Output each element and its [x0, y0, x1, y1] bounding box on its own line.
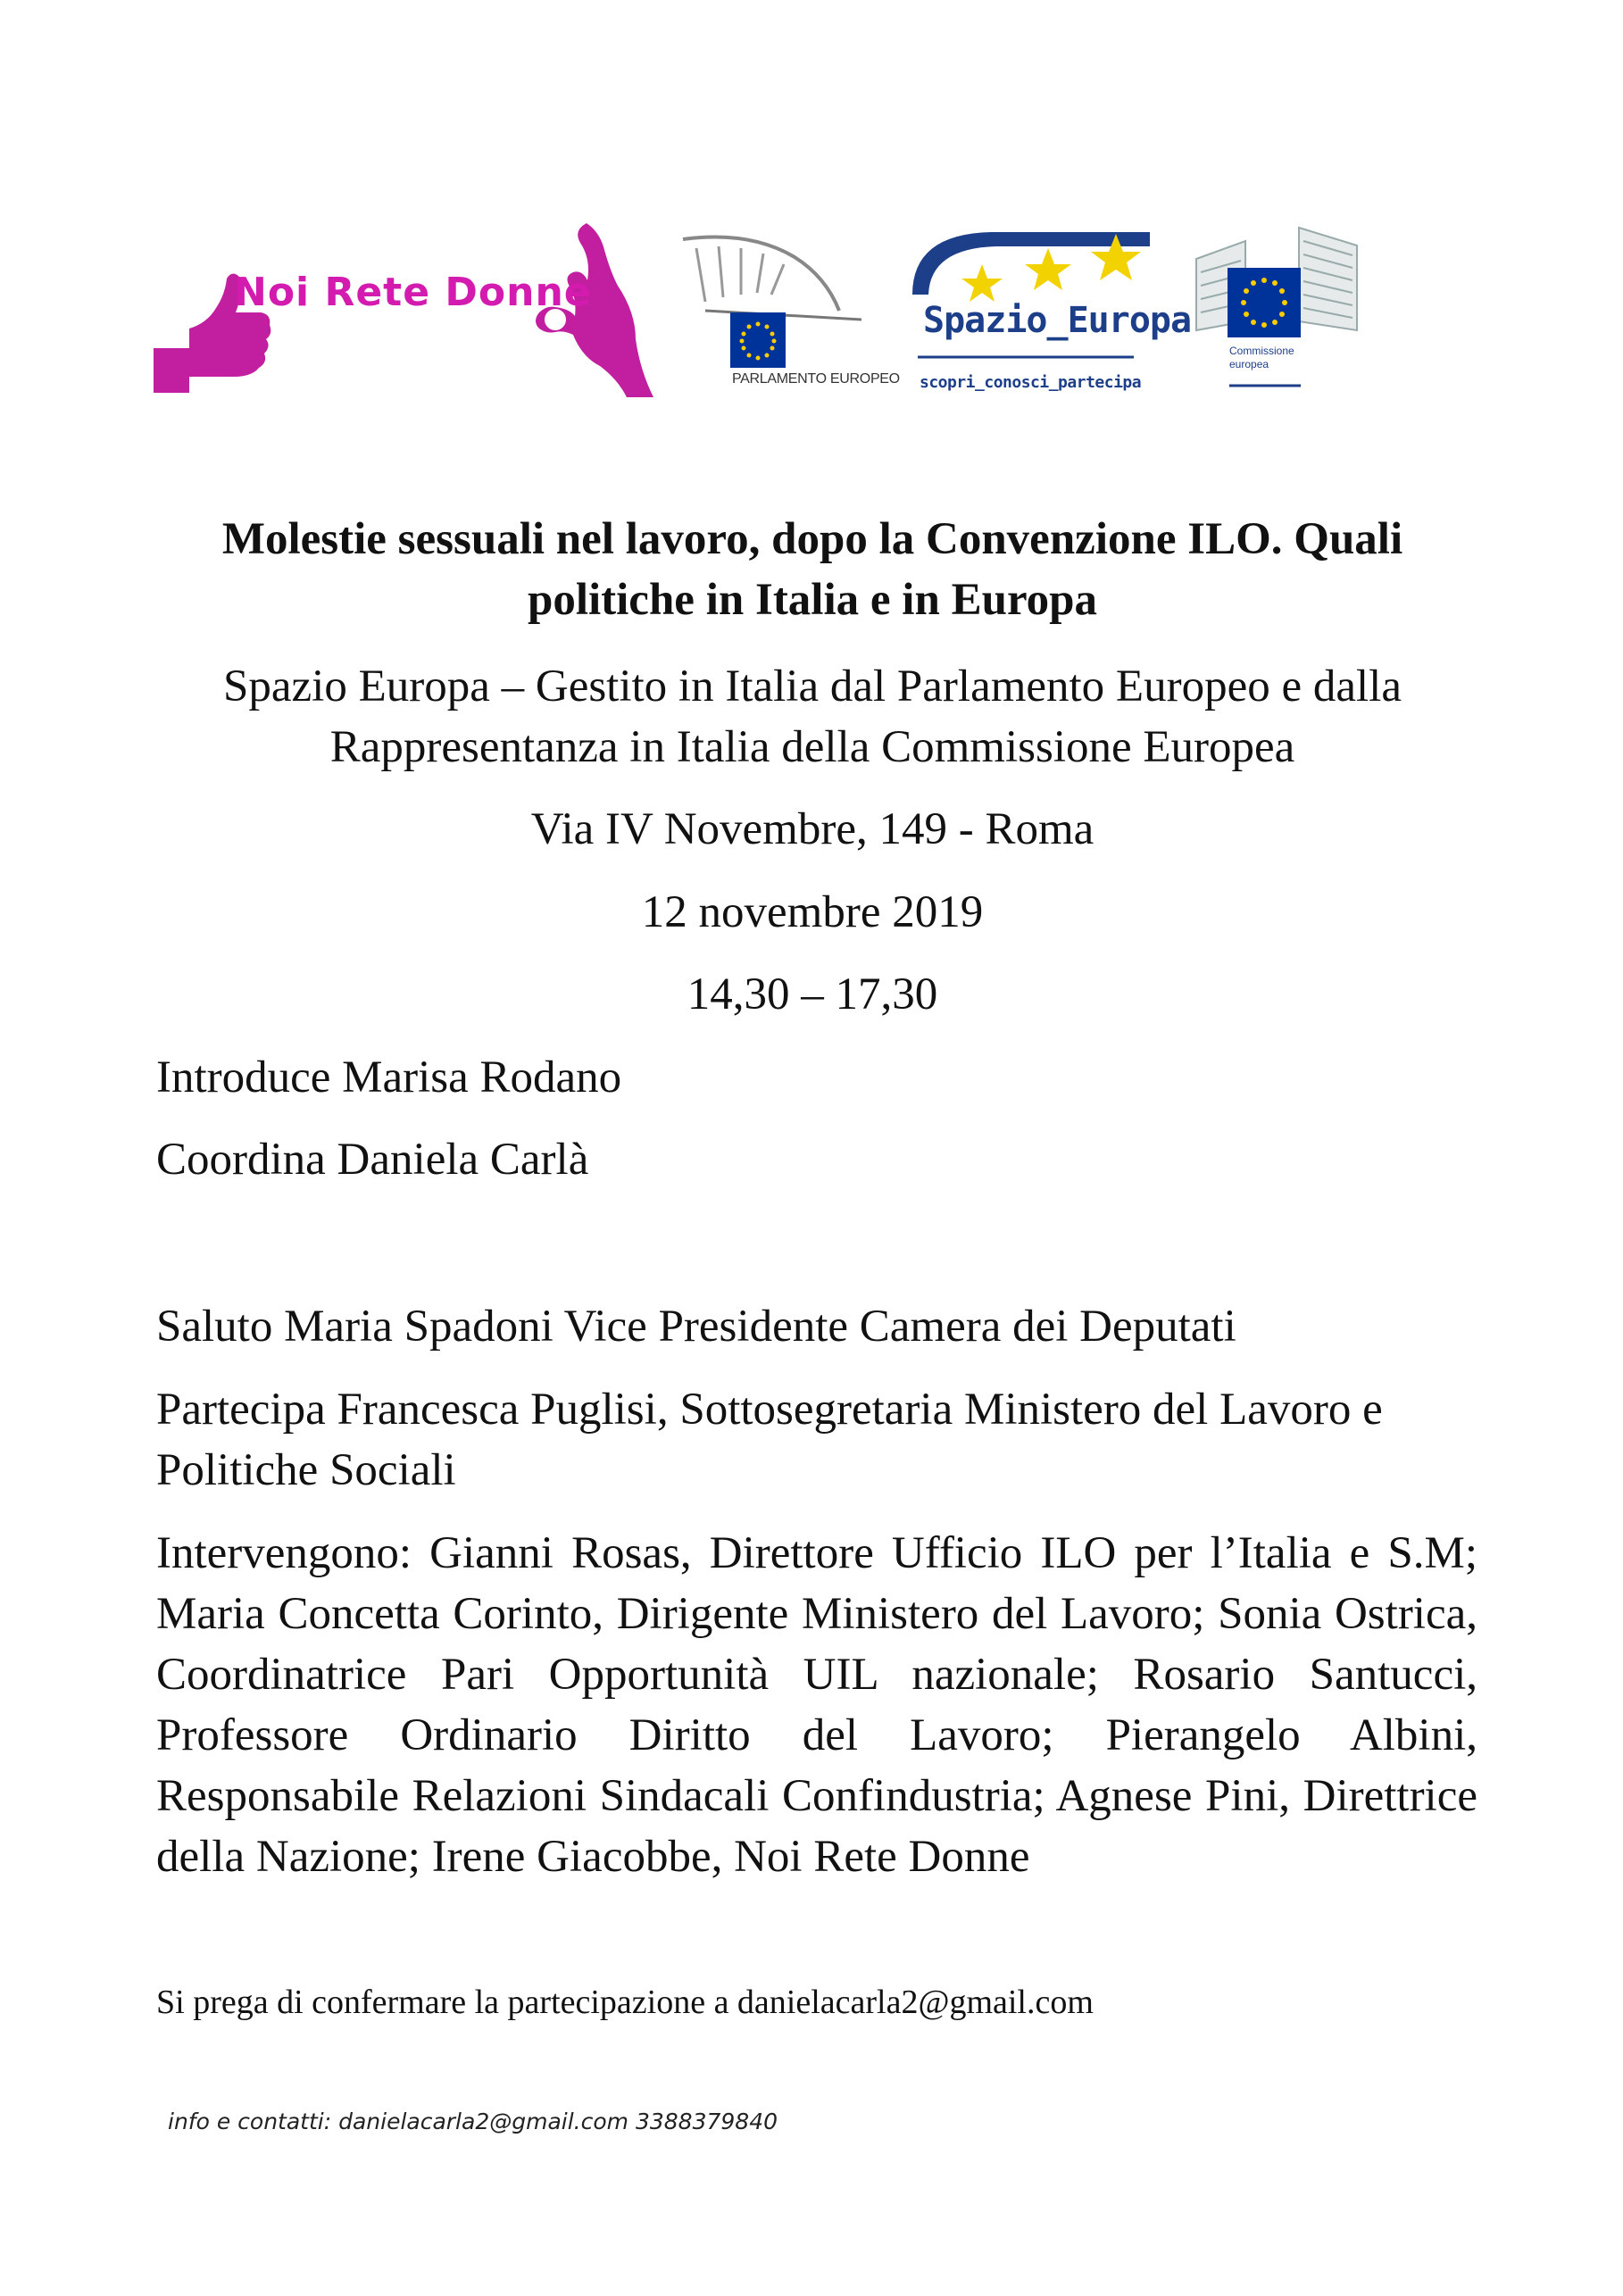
- parlamento-europeo-logo: [678, 230, 900, 391]
- event-address: Via IV Novembre, 149 - Roma: [530, 804, 1094, 854]
- spazio-europa-title: Spazio_Europa: [923, 300, 1192, 341]
- program-intervengono: Intervengono: Gianni Rosas, Direttore Ufficio ILO per l’Italia e S.M; Maria Concetta Corinto, Dirigente Ministero del Lavoro; Sonia Ostrica, Coordinatrice Pari Opportunità UIL nazionale; Rosario Santucci, Professore Ordinario Diritto del Lavoro; Pierangelo Albini, Responsabile Relazioni Sindacali Confindustria; Agnese Pini, Direttrice della Nazione; Irene Giacobbe, Noi Rete Donne: [156, 1528, 1477, 1882]
- parliament-building-icon: [678, 230, 866, 373]
- program-introduce: Introduce Marisa Rodano: [156, 1052, 622, 1102]
- footer-contacts: info e contatti: danielacarla2@gmail.com 3388379840: [168, 2109, 778, 2134]
- noi-rete-donne-logo-text: Noi Rete Donne: [234, 270, 592, 315]
- event-venue: Spazio Europa – Gestito in Italia dal Parlamento Europeo e dalla Rappresentanza in Italia della Commissione Europea: [223, 661, 1402, 772]
- noi-rete-donne-logo: [154, 223, 680, 402]
- spazio-europa-subtitle: scopri_conosci_partecipa: [920, 373, 1142, 392]
- program-partecipa: Partecipa Francesca Puglisi, Sottosegretaria Ministero del Lavoro e Politiche Sociali: [156, 1385, 1383, 1495]
- program-coordina: Coordina Daniela Carlà: [156, 1135, 589, 1185]
- commissione-europea-caption: Commissione europea: [1229, 345, 1294, 370]
- event-title: Molestie sessuali nel lavoro, dopo la Convenzione ILO. Quali politiche in Italia e in Europa: [221, 514, 1403, 625]
- parlamento-europeo-caption: PARLAMENTO EUROPEO: [732, 371, 900, 387]
- spazio-europa-logo: [911, 223, 1192, 402]
- commissione-europea-logo: [1192, 223, 1370, 393]
- rsvp-note: Si prega di confermare la partecipazione a danielacarla2@gmail.com: [156, 1984, 1094, 2021]
- event-time: 14,30 – 17,30: [687, 969, 938, 1019]
- program-saluto: Saluto Maria Spadoni Vice Presidente Camera dei Deputati: [156, 1302, 1236, 1352]
- event-date: 12 novembre 2019: [641, 887, 984, 937]
